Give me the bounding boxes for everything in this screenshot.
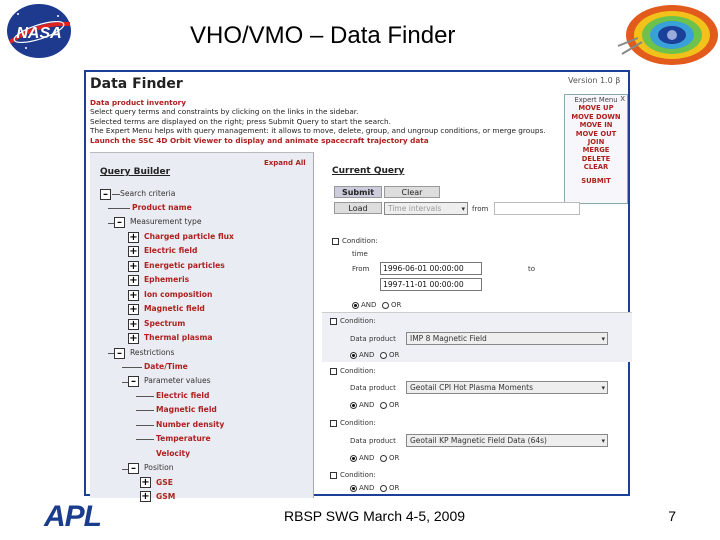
nasa-logo-text: NASA (16, 25, 62, 42)
or-label: OR (391, 301, 402, 309)
menu-delete[interactable]: DELETE (581, 154, 611, 163)
and-label: AND (361, 301, 377, 309)
menu-move-in[interactable]: MOVE IN (579, 121, 613, 130)
condition-label: Condition: (340, 471, 376, 479)
tree-spectrum[interactable]: Spectrum (144, 319, 186, 328)
from-label: From (352, 265, 370, 273)
tree-charged-particle-flux[interactable]: Charged particle flux (144, 232, 234, 241)
tree-search-criteria: Search criteria (120, 189, 176, 198)
help-line: Select query terms and constraints by clicking on the links in the sidebar. (90, 107, 359, 117)
tree-gse[interactable]: GSE (156, 478, 173, 487)
collapse-toggle[interactable]: – (128, 463, 139, 474)
data-product-label: Data product (350, 384, 396, 392)
or-radio[interactable] (380, 455, 387, 462)
query-builder-panel (90, 152, 314, 502)
data-product-select[interactable] (406, 332, 608, 345)
or-radio[interactable] (380, 485, 387, 492)
and-radio[interactable] (352, 302, 359, 309)
and-label: AND (359, 351, 375, 359)
close-icon[interactable]: X (620, 95, 625, 103)
query-builder-header: Query Builder (100, 167, 171, 177)
chevron-down-icon: ▾ (601, 384, 605, 392)
chevron-down-icon: ▾ (461, 205, 465, 213)
data-product-value: IMP 8 Magnetic Field (410, 334, 487, 343)
expand-toggle[interactable]: + (129, 290, 138, 301)
tree-number-density[interactable]: Number density (156, 420, 225, 429)
submit-button[interactable]: Submit (334, 186, 382, 198)
data-product-label: Data product (350, 335, 396, 343)
and-label: AND (359, 454, 375, 462)
and-radio[interactable] (350, 352, 357, 359)
expand-toggle[interactable]: + (129, 304, 138, 315)
tree-ion-composition[interactable]: Ion composition (144, 290, 213, 299)
condition-label: Condition: (340, 367, 376, 375)
inventory-link[interactable]: Data product inventory (90, 98, 186, 107)
collapse-toggle[interactable]: – (128, 376, 139, 387)
clear-button[interactable]: Clear (384, 186, 440, 198)
condition-label: Condition: (340, 419, 376, 427)
expand-toggle[interactable]: + (129, 261, 138, 272)
or-radio[interactable] (382, 302, 389, 309)
and-radio[interactable] (350, 455, 357, 462)
and-label: AND (359, 484, 375, 492)
page-number: 7 (668, 508, 676, 524)
current-query-header: Current Query (332, 166, 405, 176)
menu-clear[interactable]: CLEAR (583, 163, 609, 172)
data-finder-screenshot (84, 70, 630, 502)
expand-all-link[interactable]: Expand All (264, 159, 306, 167)
expand-toggle[interactable]: + (129, 319, 138, 330)
tree-position: Position (144, 463, 174, 472)
menu-move-up[interactable]: MOVE UP (578, 104, 614, 113)
menu-submit[interactable]: SUBMIT (581, 176, 611, 185)
footer-text: RBSP SWG March 4-5, 2009 (284, 508, 466, 524)
tree-energetic-particles[interactable]: Energetic particles (144, 261, 225, 270)
collapse-toggle[interactable]: – (100, 189, 111, 200)
menu-join[interactable]: JOIN (587, 138, 605, 147)
condition-checkbox[interactable] (330, 420, 337, 427)
chevron-down-icon: ▾ (601, 437, 605, 445)
tree-product-name[interactable]: Product name (132, 203, 192, 212)
tree-magnetic-field[interactable]: Magnetic field (144, 304, 205, 313)
tree-measurement-type: Measurement type (130, 217, 202, 226)
chevron-down-icon: ▾ (601, 335, 605, 343)
and-label: AND (359, 401, 375, 409)
apl-logo: APL (44, 500, 101, 533)
condition-checkbox[interactable] (330, 318, 337, 325)
tree-date-time[interactable]: Date/Time (144, 362, 188, 371)
tree-thermal-plasma[interactable]: Thermal plasma (144, 333, 213, 342)
tree-electric-field[interactable]: Electric field (144, 246, 198, 255)
time-to-input[interactable]: 1997-11-01 00:00:00 (380, 278, 482, 291)
load-button[interactable]: Load (334, 202, 382, 214)
tree-gsm[interactable]: GSM (156, 492, 176, 501)
collapse-toggle[interactable]: – (114, 348, 125, 359)
load-from-input[interactable] (494, 202, 580, 215)
expand-toggle[interactable]: + (141, 477, 150, 488)
tree-ephemeris[interactable]: Ephemeris (144, 275, 190, 284)
or-radio[interactable] (380, 352, 387, 359)
help-line: The Expert Menu helps with query management: it allows to move, delete, group, and ungroup conditions, or merge groups. (90, 126, 546, 136)
tree-restrictions: Restrictions (130, 348, 175, 357)
expand-toggle[interactable]: + (129, 246, 138, 257)
or-label: OR (389, 454, 400, 462)
condition-checkbox[interactable] (332, 238, 339, 245)
time-label: time (352, 250, 368, 258)
load-select-value: Time intervals (388, 204, 442, 213)
condition-label: Condition: (340, 317, 376, 325)
condition-label: Condition: (342, 237, 378, 245)
or-label: OR (389, 351, 400, 359)
data-product-select[interactable] (406, 381, 608, 394)
nasa-logo (4, 2, 74, 60)
expand-toggle[interactable]: + (129, 275, 138, 286)
and-radio[interactable] (350, 485, 357, 492)
data-product-value: Geotail CPI Hot Plasma Moments (410, 383, 533, 392)
condition-checkbox[interactable] (330, 472, 337, 479)
help-text (90, 98, 550, 145)
menu-move-down[interactable]: MOVE DOWN (571, 112, 621, 121)
slide-title: VHO/VMO – Data Finder (190, 22, 456, 49)
current-query-panel (322, 152, 632, 498)
or-radio[interactable] (380, 402, 387, 409)
data-product-value: Geotail KP Magnetic Field Data (64s) (410, 436, 547, 445)
tree-parameter-values: Parameter values (144, 376, 211, 385)
expert-menu-header: Expert Menu (574, 96, 618, 104)
app-title: Data Finder (90, 76, 183, 92)
menu-merge[interactable]: MERGE (582, 146, 610, 155)
data-product-select[interactable] (406, 434, 608, 447)
tree-pv-magnetic-field[interactable]: Magnetic field (156, 405, 217, 414)
tree-pv-electric-field[interactable]: Electric field (156, 391, 210, 400)
data-product-label: Data product (350, 437, 396, 445)
or-label: OR (389, 401, 400, 409)
or-label: OR (389, 484, 400, 492)
condition-checkbox[interactable] (330, 368, 337, 375)
condition-block (322, 312, 632, 362)
version-label: Version 1.0 β (568, 76, 621, 85)
orbit-viewer-link[interactable]: Launch the SSC 4D Orbit Viewer to display and animate spacecraft trajectory data (90, 135, 429, 145)
help-line: Selected terms are displayed on the right; press Submit Query to start the search. (90, 116, 391, 126)
orbit-illustration (608, 2, 720, 68)
load-select[interactable] (384, 202, 468, 215)
expand-toggle[interactable]: + (129, 232, 138, 243)
menu-move-out[interactable]: MOVE OUT (575, 129, 617, 138)
to-label: to (528, 265, 536, 273)
and-radio[interactable] (350, 402, 357, 409)
collapse-toggle[interactable]: – (114, 217, 125, 228)
tree-temperature[interactable]: Temperature (156, 434, 211, 443)
from-label: from (472, 205, 489, 213)
expand-toggle[interactable]: + (141, 491, 150, 502)
tree-velocity[interactable]: Velocity (156, 449, 191, 458)
expand-toggle[interactable]: + (129, 333, 138, 344)
time-from-input[interactable]: 1996-06-01 00:00:00 (380, 262, 482, 275)
